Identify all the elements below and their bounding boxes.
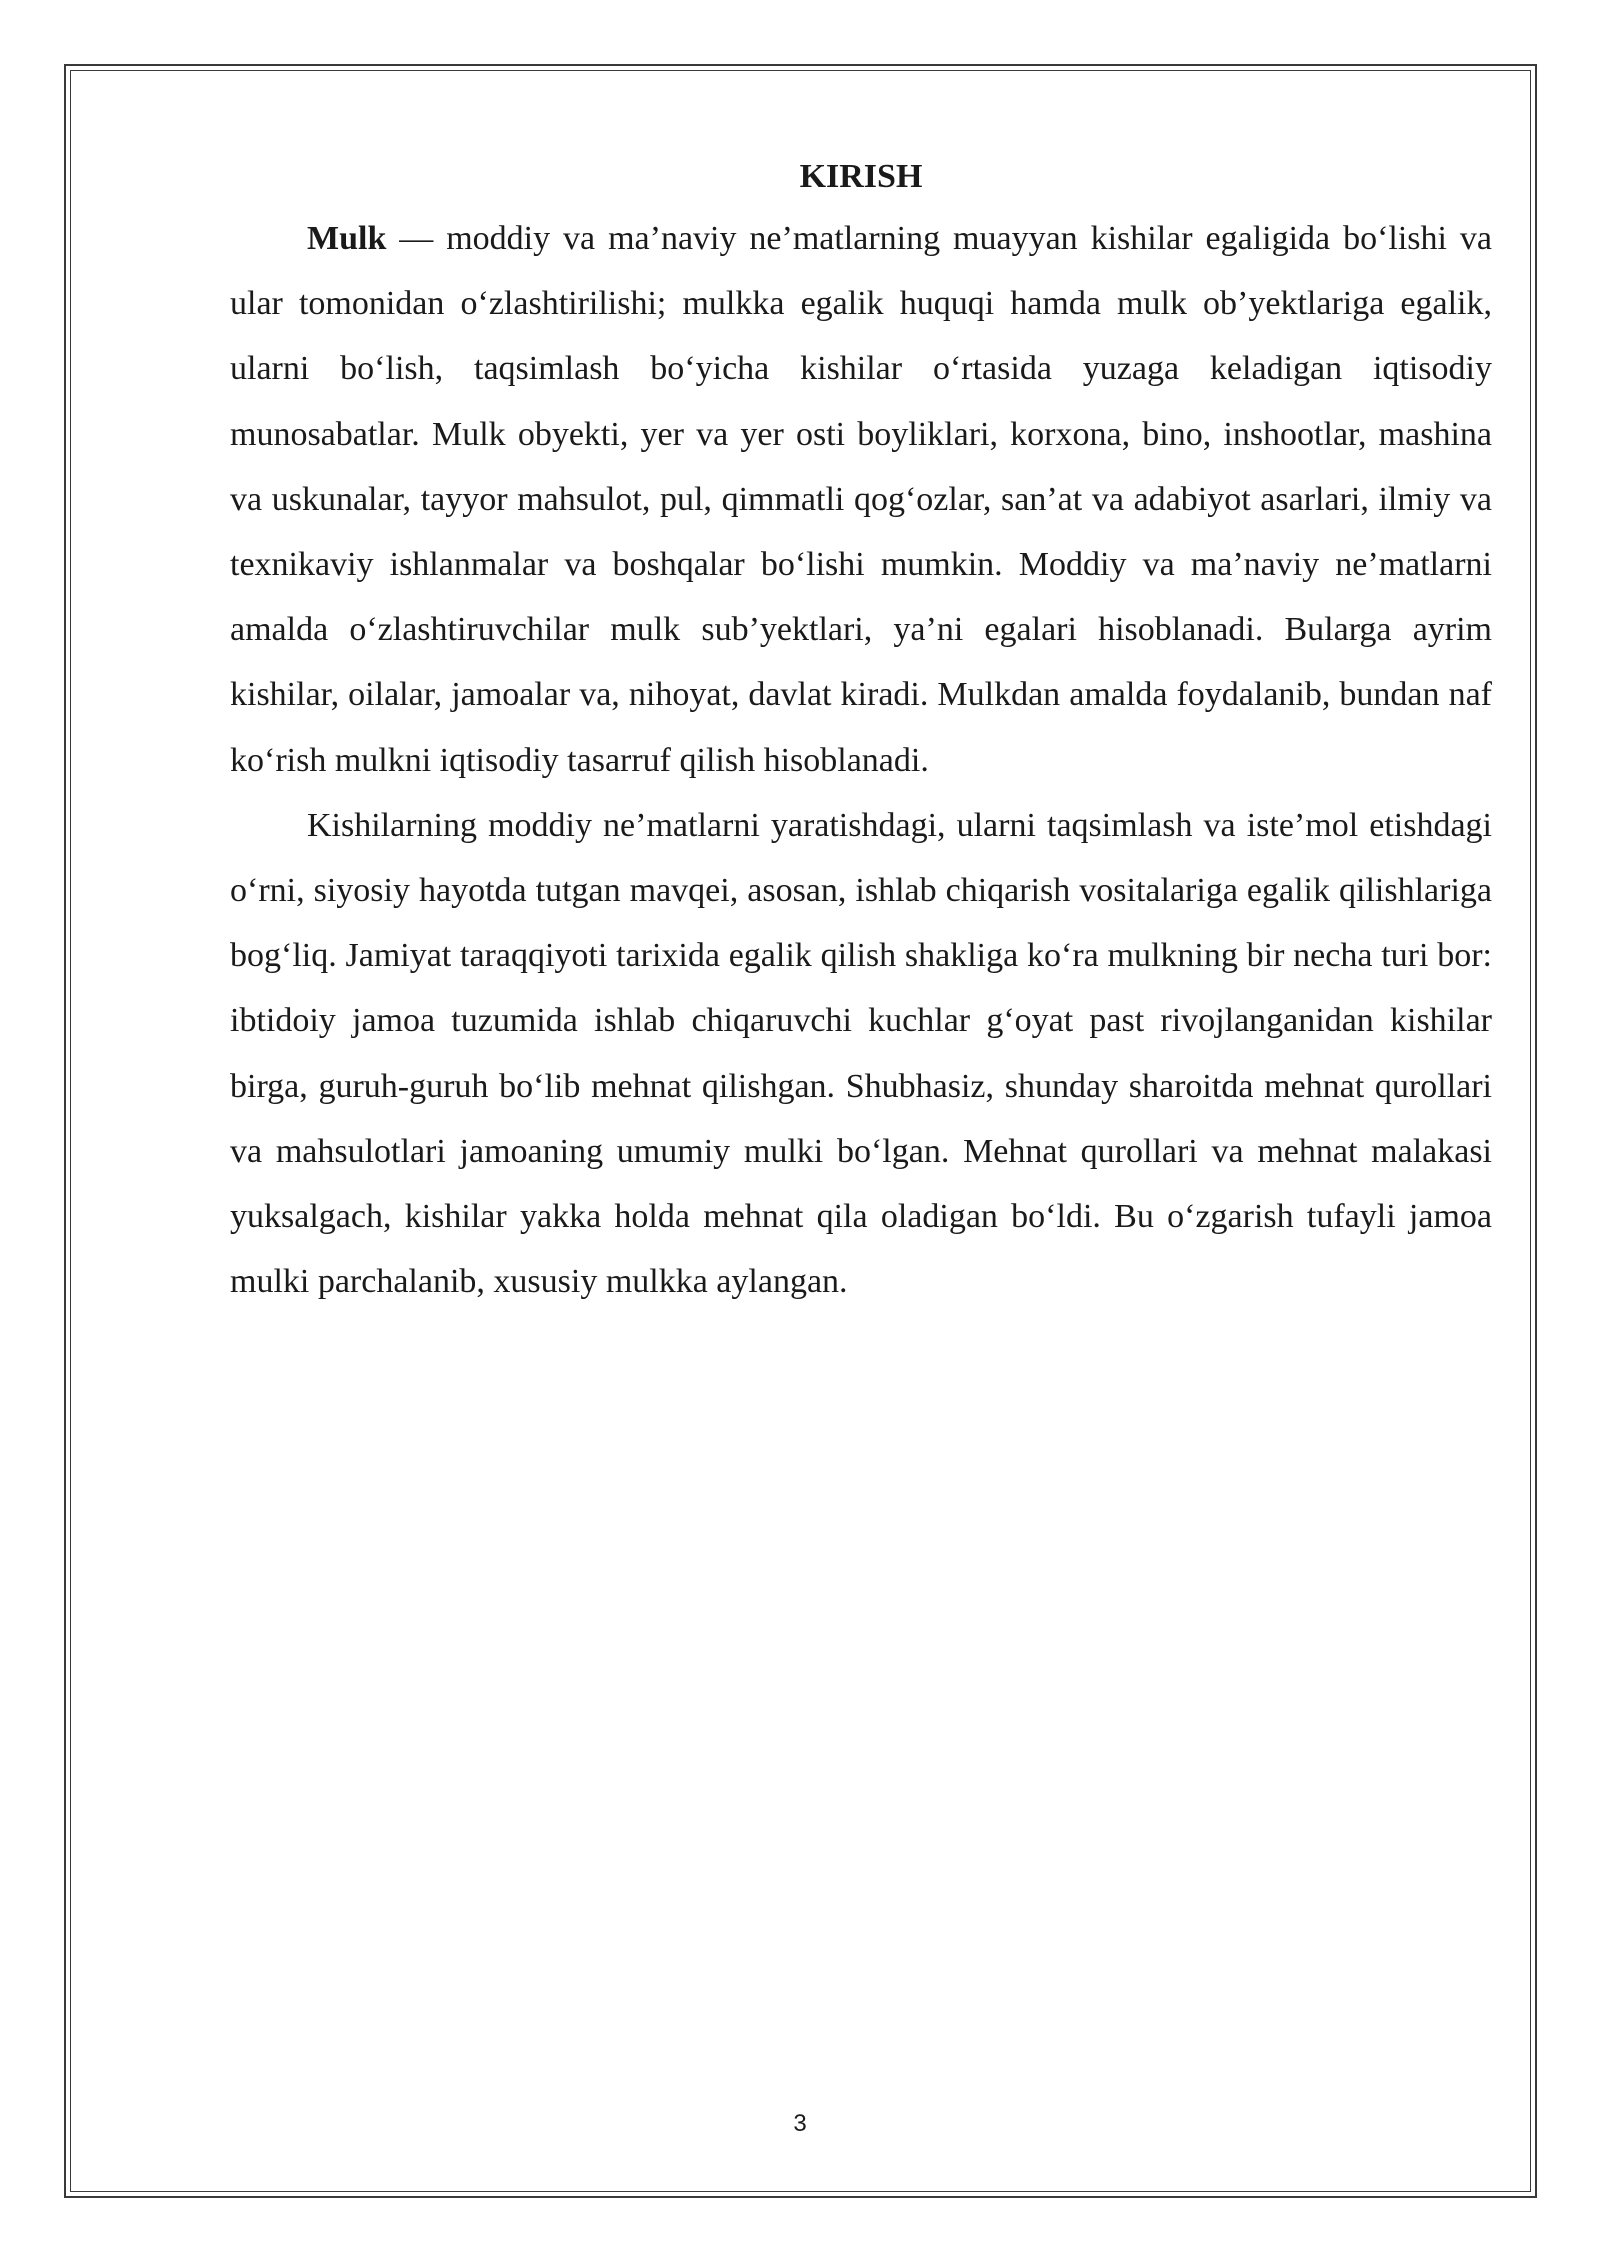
paragraph-text: — moddiy va ma’naviy ne’matlarning muayyan kishilar egaligida bo‘lishi va ular tomonidan o‘zlashtirilishi; mulkka egalik huquqi hamda mulk ob’yektlariga egalik, ularni bo‘lish, taqsimlash bo‘yicha kishilar o‘rtasida yuzaga keladigan iqtisodiy munosabatlar. Mulk obyekti, yer va yer osti boyliklari, korxona, bino, inshootlar, mashina va uskunalar, tayyor mahsulot, pul, qimmatli qog‘ozlar, san’at va adabiyot asarlari, ilmiy va texnikaviy ishlanmalar va boshqalar bo‘lishi mumkin. Moddiy va ma’naviy ne’matlarni amalda o‘zlashtiruvchilar mulk sub’yektlari, ya’ni egalari hisoblanadi. Bularga ayrim kishilar, oilalar, jamoalar va, nihoyat, davlat kiradi. Mulkdan amalda foydalanib, bundan naf ko‘rish mulkni iqtisodiy tasarruf qilish hisoblanadi. xyxy=(230,220,1492,779)
paragraph-ownership-history: Kishilarning moddiy ne’matlarni yaratishdagi, ularni taqsimlash va iste’mol etishdagi o‘rni, siyosiy hayotda tutgan mavqei, asosan, ishlab chiqarish vositalariga egalik qilishlariga bog‘liq. Jamiyat taraqqiyoti tarixida egalik qilish shakliga ko‘ra mulkning bir necha turi bor: ibtidoiy jamoa tuzumida ishlab chiqaruvchi kuchlar g‘oyat past rivojlanganidan kishilar birga, guruh-guruh bo‘lib mehnat qilishgan. Shubhasiz, shunday sharoitda mehnat qurollari va mahsulotlari jamoaning umumiy mulki bo‘lgan. Mehnat qurollari va mehnat malakasi yuksalgach, kishilar yakka holda mehnat qila oladigan bo‘ldi. Bu o‘zgarish tufayli jamoa mulki parchalanib, xususiy mulkka aylangan. xyxy=(230,806,1492,1301)
section-title: KIRISH xyxy=(799,158,923,195)
lead-term: Mulk xyxy=(307,220,387,257)
paragraph-mulk-definition xyxy=(230,206,1492,793)
page-body xyxy=(230,148,1492,1314)
page-number: 3 xyxy=(793,2110,807,2137)
